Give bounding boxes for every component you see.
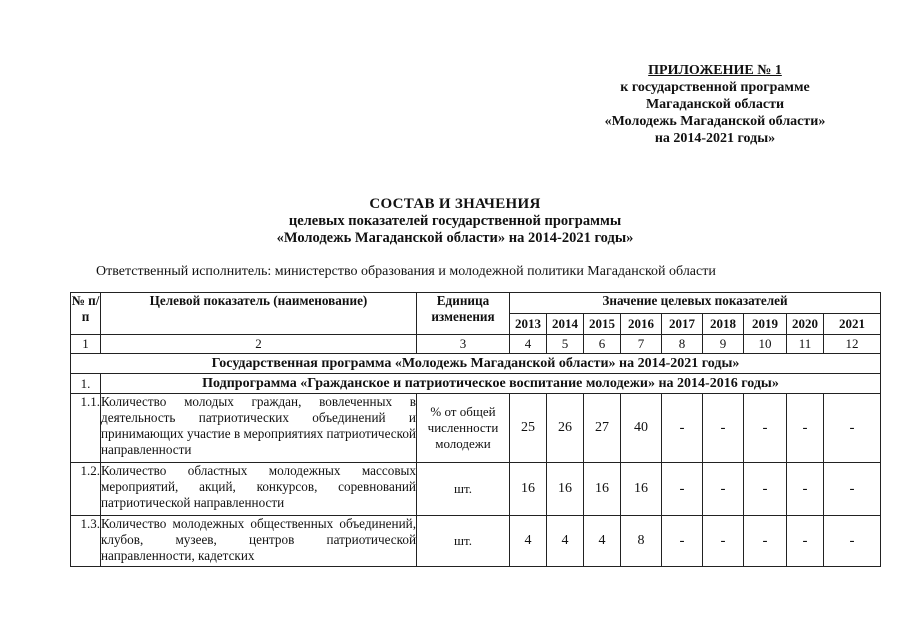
- header-num: № п/п: [71, 293, 101, 335]
- header-unit: Единица изменения: [417, 293, 510, 335]
- row-value: -: [824, 394, 881, 463]
- indicators-table: [70, 292, 881, 567]
- header-year: 2017: [662, 314, 703, 335]
- column-number: 7: [621, 335, 662, 354]
- row-value: 16: [510, 463, 547, 516]
- appendix-line: к государственной программе: [620, 80, 810, 95]
- subprogram-row: [71, 374, 881, 394]
- row-value: -: [662, 463, 703, 516]
- document-title: [150, 196, 760, 247]
- row-unit: % от общей численности молодежи: [417, 394, 510, 463]
- column-number: 5: [547, 335, 584, 354]
- row-value: -: [824, 463, 881, 516]
- row-value: -: [787, 463, 824, 516]
- row-value: 16: [621, 463, 662, 516]
- table-row: [71, 516, 881, 567]
- appendix-line: «Молодежь Магаданской области»: [604, 114, 826, 129]
- appendix-line: на 2014-2021 годы»: [654, 131, 776, 146]
- responsible-executor: Ответственный исполнитель: министерство образования и молодежной политики Магаданской области: [96, 264, 716, 279]
- header-year: 2018: [703, 314, 744, 335]
- table-row: [71, 394, 881, 463]
- row-value: 8: [621, 516, 662, 567]
- header-year: 2014: [547, 314, 584, 335]
- header-year: 2016: [621, 314, 662, 335]
- row-value: -: [787, 516, 824, 567]
- column-number: 2: [101, 335, 417, 354]
- column-number: 11: [787, 335, 824, 354]
- row-value: 25: [510, 394, 547, 463]
- header-year: 2020: [787, 314, 824, 335]
- row-value: 40: [621, 394, 662, 463]
- row-value: 26: [547, 394, 584, 463]
- header-year: 2021: [824, 314, 881, 335]
- row-unit: шт.: [417, 463, 510, 516]
- subprogram-num: 1.: [71, 374, 101, 394]
- row-value: 4: [547, 516, 584, 567]
- row-value: -: [703, 394, 744, 463]
- column-number-row: [71, 335, 881, 354]
- row-value: 16: [584, 463, 621, 516]
- column-number: 3: [417, 335, 510, 354]
- row-value: -: [703, 463, 744, 516]
- header-year: 2013: [510, 314, 547, 335]
- column-number: 1: [71, 335, 101, 354]
- document-title-main: СОСТАВ И ЗНАЧЕНИЯ: [369, 196, 541, 212]
- row-value: -: [703, 516, 744, 567]
- appendix-line: Магаданской области: [645, 97, 785, 112]
- row-value: 4: [510, 516, 547, 567]
- row-value: -: [744, 516, 787, 567]
- header-values: Значение целевых показателей: [510, 293, 881, 314]
- row-value: 4: [584, 516, 621, 567]
- row-unit: шт.: [417, 516, 510, 567]
- row-indicator: Количество молодежных общественных объединений, клубов, музеев, центров патриотической направленности, кадетских: [101, 516, 417, 567]
- header-indicator: Целевой показатель (наименование): [101, 293, 417, 335]
- appendix-title: ПРИЛОЖЕНИЕ № 1: [648, 63, 782, 78]
- row-value: -: [744, 463, 787, 516]
- row-value: 16: [547, 463, 584, 516]
- program-row: [71, 354, 881, 374]
- column-number: 12: [824, 335, 881, 354]
- column-number: 9: [703, 335, 744, 354]
- document-title-line: «Молодежь Магаданской области» на 2014-2021 годы»: [276, 230, 634, 246]
- row-num: 1.2.: [71, 463, 101, 516]
- row-num: 1.1.: [71, 394, 101, 463]
- row-indicator: Количество молодых граждан, вовлеченных в деятельность патриотических объединений и принимающих участие в мероприятиях патриотической направленности: [101, 394, 417, 463]
- row-value: 27: [584, 394, 621, 463]
- subprogram-title: Подпрограмма «Гражданское и патриотическое воспитание молодежи» на 2014-2016 годы»: [101, 374, 881, 394]
- table-row: [71, 463, 881, 516]
- row-value: -: [824, 516, 881, 567]
- row-value: -: [787, 394, 824, 463]
- column-number: 8: [662, 335, 703, 354]
- appendix-block: [560, 62, 870, 147]
- row-value: -: [662, 516, 703, 567]
- row-num: 1.3.: [71, 516, 101, 567]
- program-title: Государственная программа «Молодежь Магаданской области» на 2014-2021 годы»: [71, 354, 881, 374]
- header-year: 2015: [584, 314, 621, 335]
- row-indicator: Количество областных молодежных массовых мероприятий, акций, конкурсов, соревнований патриотической направленности: [101, 463, 417, 516]
- row-value: -: [662, 394, 703, 463]
- column-number: 10: [744, 335, 787, 354]
- column-number: 4: [510, 335, 547, 354]
- row-value: -: [744, 394, 787, 463]
- column-number: 6: [584, 335, 621, 354]
- document-title-line: целевых показателей государственной программы: [288, 213, 622, 229]
- header-year: 2019: [744, 314, 787, 335]
